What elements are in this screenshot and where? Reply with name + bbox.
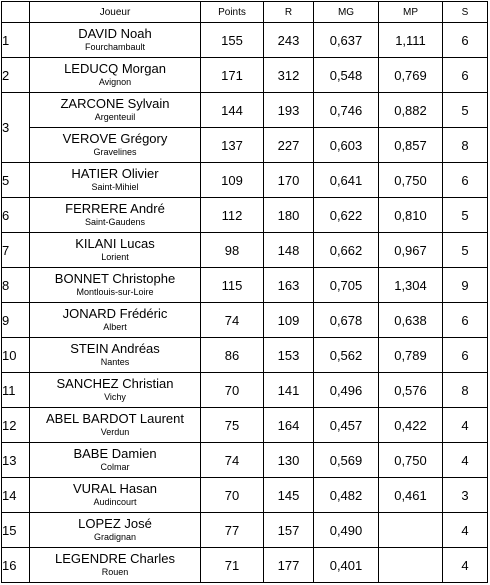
player-city: Vichy bbox=[104, 392, 126, 402]
rank-cell: 15 bbox=[2, 513, 30, 548]
s-cell: 6 bbox=[443, 23, 488, 58]
header-points: Points bbox=[201, 2, 264, 23]
mg-cell: 0,705 bbox=[314, 268, 379, 303]
mp-cell: 0,857 bbox=[379, 128, 443, 163]
player-cell bbox=[30, 128, 201, 163]
rank-cell: 10 bbox=[2, 338, 30, 373]
mg-cell: 0,637 bbox=[314, 23, 379, 58]
mg-cell: 0,548 bbox=[314, 58, 379, 93]
table-row bbox=[2, 58, 488, 93]
s-cell: 9 bbox=[443, 268, 488, 303]
rank-cell: 13 bbox=[2, 443, 30, 478]
player-city: Rouen bbox=[101, 567, 129, 577]
header-mg: MG bbox=[314, 2, 379, 23]
table-row bbox=[2, 198, 488, 233]
mg-cell: 0,490 bbox=[314, 513, 379, 548]
rank-cell: 9 bbox=[2, 303, 30, 338]
mp-cell: 0,638 bbox=[379, 303, 443, 338]
player-city: Audincourt bbox=[93, 497, 137, 507]
rank-cell: 16 bbox=[2, 548, 30, 583]
s-cell: 5 bbox=[443, 93, 488, 128]
player-name: JONARD Frédéric bbox=[62, 306, 168, 321]
mp-cell: 0,461 bbox=[379, 478, 443, 513]
table-row bbox=[2, 478, 488, 513]
player-cell bbox=[30, 338, 201, 373]
player-city: Gravelines bbox=[93, 147, 137, 157]
s-cell: 4 bbox=[443, 408, 488, 443]
s-cell: 6 bbox=[443, 58, 488, 93]
points-cell: 137 bbox=[201, 128, 264, 163]
player-name: KILANI Lucas bbox=[75, 236, 155, 251]
table-row bbox=[2, 23, 488, 58]
s-cell: 6 bbox=[443, 338, 488, 373]
points-cell: 70 bbox=[201, 373, 264, 408]
mg-cell: 0,562 bbox=[314, 338, 379, 373]
mp-cell: 0,789 bbox=[379, 338, 443, 373]
rank-cell: 6 bbox=[2, 198, 30, 233]
rank-cell: 11 bbox=[2, 373, 30, 408]
player-name: LEDUCQ Morgan bbox=[64, 61, 166, 76]
r-cell: 145 bbox=[264, 478, 314, 513]
s-cell: 4 bbox=[443, 513, 488, 548]
player-name: BABE Damien bbox=[73, 446, 157, 461]
table-row bbox=[2, 268, 488, 303]
mp-cell: 1,111 bbox=[379, 23, 443, 58]
rank-cell: 7 bbox=[2, 233, 30, 268]
player-city: Colmar bbox=[100, 462, 130, 472]
s-cell: 5 bbox=[443, 198, 488, 233]
points-cell: 75 bbox=[201, 408, 264, 443]
mp-cell: 0,882 bbox=[379, 93, 443, 128]
player-city: Nantes bbox=[100, 357, 130, 367]
player-city: Fourchambault bbox=[84, 42, 146, 52]
player-name: FERRERE André bbox=[65, 201, 165, 216]
points-cell: 77 bbox=[201, 513, 264, 548]
mp-cell: 0,967 bbox=[379, 233, 443, 268]
rank-cell: 5 bbox=[2, 163, 30, 198]
mg-cell: 0,603 bbox=[314, 128, 379, 163]
table-row bbox=[2, 303, 488, 338]
header-s: S bbox=[443, 2, 488, 23]
points-cell: 115 bbox=[201, 268, 264, 303]
r-cell: 109 bbox=[264, 303, 314, 338]
points-cell: 86 bbox=[201, 338, 264, 373]
mp-cell bbox=[379, 513, 443, 548]
player-cell bbox=[30, 93, 201, 128]
points-cell: 70 bbox=[201, 478, 264, 513]
player-name: SANCHEZ Christian bbox=[56, 376, 174, 391]
r-cell: 148 bbox=[264, 233, 314, 268]
s-cell: 3 bbox=[443, 478, 488, 513]
points-cell: 71 bbox=[201, 548, 264, 583]
mp-cell: 0,422 bbox=[379, 408, 443, 443]
table-row bbox=[2, 373, 488, 408]
player-name: ABEL BARDOT Laurent bbox=[45, 411, 184, 426]
mp-cell: 0,769 bbox=[379, 58, 443, 93]
r-cell: 164 bbox=[264, 408, 314, 443]
player-city: Montlouis-sur-Loire bbox=[76, 287, 154, 297]
mp-cell: 1,304 bbox=[379, 268, 443, 303]
player-city: Saint-Gaudens bbox=[84, 217, 146, 227]
rank-cell: 8 bbox=[2, 268, 30, 303]
rank-cell: 12 bbox=[2, 408, 30, 443]
player-cell bbox=[30, 548, 201, 583]
r-cell: 193 bbox=[264, 93, 314, 128]
points-cell: 74 bbox=[201, 443, 264, 478]
table-row bbox=[2, 443, 488, 478]
rank-cell: 3 bbox=[2, 93, 30, 163]
s-cell: 6 bbox=[443, 303, 488, 338]
player-cell bbox=[30, 58, 201, 93]
table-row bbox=[2, 128, 488, 163]
player-name: VEROVE Grégory bbox=[62, 131, 168, 146]
player-name: LOPEZ José bbox=[78, 516, 152, 531]
player-cell bbox=[30, 513, 201, 548]
player-city: Argenteuil bbox=[94, 112, 136, 122]
mg-cell: 0,457 bbox=[314, 408, 379, 443]
player-name: DAVID Noah bbox=[78, 26, 152, 41]
header-rank bbox=[2, 2, 30, 23]
mg-cell: 0,482 bbox=[314, 478, 379, 513]
mg-cell: 0,746 bbox=[314, 93, 379, 128]
table-row bbox=[2, 513, 488, 548]
r-cell: 157 bbox=[264, 513, 314, 548]
points-cell: 171 bbox=[201, 58, 264, 93]
player-city: Saint-Mihiel bbox=[91, 182, 139, 192]
points-cell: 98 bbox=[201, 233, 264, 268]
header-row bbox=[2, 2, 488, 23]
table-row bbox=[2, 338, 488, 373]
table-row bbox=[2, 408, 488, 443]
player-city: Lorient bbox=[101, 252, 129, 262]
header-r: R bbox=[264, 2, 314, 23]
s-cell: 8 bbox=[443, 128, 488, 163]
r-cell: 243 bbox=[264, 23, 314, 58]
player-city: Avignon bbox=[98, 77, 132, 87]
r-cell: 312 bbox=[264, 58, 314, 93]
player-cell bbox=[30, 233, 201, 268]
points-cell: 112 bbox=[201, 198, 264, 233]
player-cell bbox=[30, 373, 201, 408]
r-cell: 163 bbox=[264, 268, 314, 303]
points-cell: 74 bbox=[201, 303, 264, 338]
mg-cell: 0,641 bbox=[314, 163, 379, 198]
s-cell: 4 bbox=[443, 443, 488, 478]
header-player: Joueur bbox=[30, 2, 201, 23]
table-body bbox=[2, 23, 488, 583]
player-cell bbox=[30, 303, 201, 338]
player-name: STEIN Andréas bbox=[70, 341, 160, 356]
player-cell bbox=[30, 23, 201, 58]
table-row bbox=[2, 233, 488, 268]
player-name: HATIER Olivier bbox=[71, 166, 159, 181]
mp-cell: 0,750 bbox=[379, 163, 443, 198]
mg-cell: 0,496 bbox=[314, 373, 379, 408]
rank-cell: 2 bbox=[2, 58, 30, 93]
r-cell: 180 bbox=[264, 198, 314, 233]
player-city: Albert bbox=[103, 322, 127, 332]
mp-cell: 0,750 bbox=[379, 443, 443, 478]
player-city: Gradignan bbox=[93, 532, 137, 542]
mp-cell: 0,810 bbox=[379, 198, 443, 233]
player-cell bbox=[30, 478, 201, 513]
mg-cell: 0,622 bbox=[314, 198, 379, 233]
player-cell bbox=[30, 408, 201, 443]
r-cell: 227 bbox=[264, 128, 314, 163]
player-cell bbox=[30, 268, 201, 303]
mp-cell: 0,576 bbox=[379, 373, 443, 408]
player-name: BONNET Christophe bbox=[54, 271, 176, 286]
r-cell: 130 bbox=[264, 443, 314, 478]
r-cell: 177 bbox=[264, 548, 314, 583]
table-row bbox=[2, 163, 488, 198]
player-cell bbox=[30, 198, 201, 233]
mg-cell: 0,569 bbox=[314, 443, 379, 478]
mg-cell: 0,662 bbox=[314, 233, 379, 268]
s-cell: 4 bbox=[443, 548, 488, 583]
r-cell: 170 bbox=[264, 163, 314, 198]
player-cell bbox=[30, 163, 201, 198]
points-cell: 109 bbox=[201, 163, 264, 198]
player-name: LEGENDRE Charles bbox=[55, 551, 175, 566]
player-cell bbox=[30, 443, 201, 478]
rank-cell: 14 bbox=[2, 478, 30, 513]
player-city: Verdun bbox=[100, 427, 130, 437]
ranking-table bbox=[1, 1, 488, 583]
points-cell: 144 bbox=[201, 93, 264, 128]
r-cell: 153 bbox=[264, 338, 314, 373]
s-cell: 8 bbox=[443, 373, 488, 408]
table-row bbox=[2, 93, 488, 128]
mg-cell: 0,678 bbox=[314, 303, 379, 338]
header-mp: MP bbox=[379, 2, 443, 23]
rank-cell: 1 bbox=[2, 23, 30, 58]
points-cell: 155 bbox=[201, 23, 264, 58]
s-cell: 6 bbox=[443, 163, 488, 198]
mp-cell bbox=[379, 548, 443, 583]
mg-cell: 0,401 bbox=[314, 548, 379, 583]
player-name: VURAL Hasan bbox=[72, 481, 158, 496]
table-row bbox=[2, 548, 488, 583]
player-name: ZARCONE Sylvain bbox=[60, 96, 170, 111]
r-cell: 141 bbox=[264, 373, 314, 408]
s-cell: 5 bbox=[443, 233, 488, 268]
